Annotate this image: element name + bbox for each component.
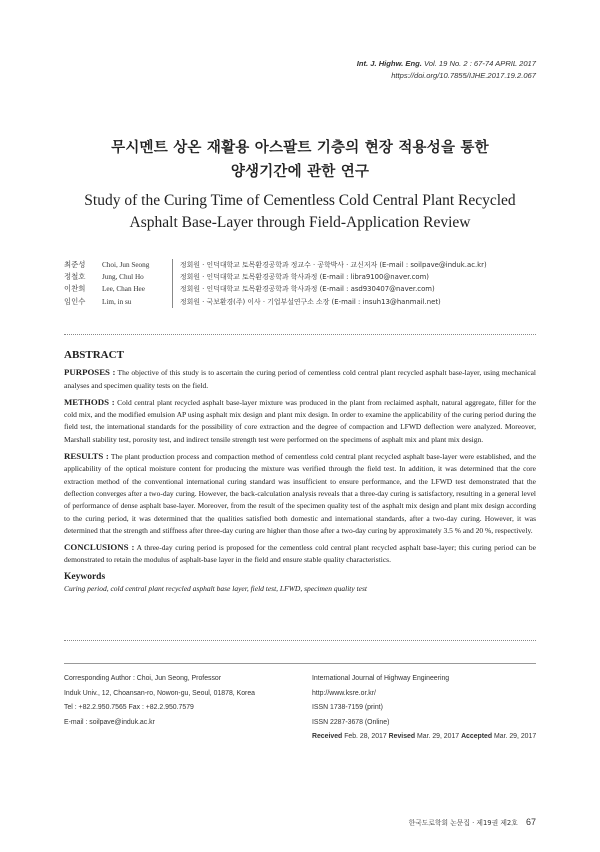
purposes-text: The objective of this study is to ascertain the curing period of cementless cold central plant recycled asphalt base-layer, using mechanical analyses and specimen quality tests on the field. [64,368,537,390]
section-divider [64,640,536,641]
issn-print: ISSN 1738-7159 (print) [312,704,383,712]
purposes-paragraph [64,366,536,392]
correspondence-block [64,672,294,730]
journal-full-name: International Journal of Highway Engineering [312,675,450,682]
page-footer [409,817,536,827]
author-email[interactable]: E-mail : soilpave@induk.ac.kr [64,718,155,726]
corresponding-author: Corresponding Author : Choi, Jun Seong, Professor [64,675,222,682]
journal-name: Int. J. Highw. Eng. [356,59,422,68]
author-row [64,271,544,283]
methods-label: METHODS : [64,396,115,407]
author-affiliation: 정회원 · 인덕대학교 토목환경공학과 학사과정 (E-mail : libra9100@naver.com) [180,273,429,282]
conclusions-text: A three-day curing period is proposed for the cementless cold central plant recycled asphalt base-layer; this curing period can be demonstrated to retain the modulus of asphalt-base layer in the field and ensure stable quality characteristics. [64,543,536,565]
results-text: The plant production process and compaction method of cementless cold central plant recycled asphalt base-layer were established, and the applicability of the optical moisture content for producing the mixture was verified through the field test. In addition, it was determined that the core extraction method of the conventional international curing standard was insufficient to ensure performance, and the LFWD test demonstrated that the deflection converges after a two-day curing. However, the back-calculation analysis reveals that a three-day curing is satisfactory, resulting in a general level of performance of dense asphalt base-layer. Moreover, from the result of the specimen quality test of the asphalt mix design and plant mix design according to the curing period, it was determined that the qualities satisfied both domestic and international standards, after a two-day curing. However, it was determined that the strength and stiffness after three-day curing are higher than those after a two-day curing by approximately 3.5 % and 20 %, respectively. [64,452,537,535]
korean-title [0,136,600,184]
abstract-section [64,349,536,595]
author-row [64,283,544,295]
results-paragraph [64,450,536,537]
revised-label: Revised [388,733,416,741]
author-affiliation: 정회원 · 인덕대학교 토목환경공학과 학사과정 (E-mail : asd930407@naver.com) [180,285,435,294]
author-divider [172,296,173,308]
author-name-korean: 임인수 [64,296,86,306]
author-divider [172,259,173,271]
received-date: Feb. 28, 2017 [344,733,387,741]
english-title-line-2: Asphalt Base-Layer through Field-Application Review [129,214,471,231]
english-title [0,190,600,234]
accepted-label: Accepted [461,733,493,741]
author-name-english: Choi, Jun Seong [102,261,150,269]
korean-title-line-2: 양생기간에 관한 연구 [230,164,370,180]
author-name-english: Lim, in su [102,297,132,306]
conclusions-paragraph [64,541,536,567]
author-affiliation: 정회원 · 국보환경(주) 이사 · 기업부설연구소 소장 (E-mail : insuh13@hanmail.net) [180,297,441,306]
author-name-english: Jung, Chul Ho [102,273,144,282]
abstract-heading: ABSTRACT [64,349,124,361]
keywords-heading: Keywords [64,571,106,582]
author-name-korean: 이찬희 [64,284,86,294]
doi-link[interactable]: https://doi.org/10.7855/IJHE.2017.19.2.067 [391,71,536,80]
author-divider [172,283,173,295]
revised-date: Mar. 29, 2017 [417,733,460,741]
issn-online: ISSN 2287-3678 (Online) [312,718,390,726]
author-divider [172,271,173,283]
footnote-rule [64,663,536,664]
author-affiliation: 정회원 · 인덕대학교 토목환경공학과 정교수 · 공학박사 · 교신저자 (E-mail : soilpave@induk.ac.kr) [180,261,487,269]
journal-citation [357,58,536,70]
author-name-korean: 정철호 [64,272,86,282]
journal-info-block [312,672,552,745]
keywords-text: Curing period, cold central plant recycled asphalt base layer, field test, LFWD, specimen quality test [64,584,368,594]
english-title-line-1: Study of the Curing Time of Cementless Cold Central Plant Recycled [84,192,516,209]
methods-paragraph [64,396,536,446]
author-list [64,259,544,308]
author-name-english: Lee, Chan Hee [102,285,145,294]
journal-header [357,58,536,82]
page-number: 67 [525,817,536,827]
journal-url[interactable]: http://www.ksre.or.kr/ [312,689,376,697]
accepted-date: Mar. 29, 2017 [494,733,537,741]
received-label: Received [312,733,343,741]
author-row [64,259,544,271]
volume-info: Vol. 19 No. 2 : 67-74 APRIL 2017 [423,59,536,68]
author-address: Induk Univ., 12, Choansan-ro, Nowon-gu, Seoul, 01878, Korea [64,689,256,697]
author-name-korean: 최준성 [64,260,86,269]
conclusions-label: CONCLUSIONS : [64,542,135,553]
purposes-label: PURPOSES : [64,367,116,378]
author-phone-fax: Tel : +82.2.950.7565 Fax : +82.2.950.7579 [64,704,194,712]
results-label: RESULTS : [64,451,109,462]
section-divider [64,334,536,335]
korean-title-line-1: 무시멘트 상온 재활용 아스팔트 기층의 현장 적용성을 통한 [111,140,489,156]
footer-journal-text: 한국도로학회 논문집 · 제19권 제2호 [408,819,518,827]
author-row [64,296,544,308]
submission-dates [312,730,552,745]
methods-text: Cold central plant recycled asphalt base-layer mixture was produced in the plant from reclaimed asphalt, natural aggregate, filler for the cold mix, and the modified emulsion AP using asphalt mix design and plant mix design. In order to examine the applicability of the curing period during the field test, the international standards for the possibility of core extraction and the degree of compaction and LFWD deflection were analyzed. Moreover, Marshall stability test, porosity test, and indirect tensile strength test were performed on the specimens of asphalt mix and plant mix design. [64,397,536,444]
